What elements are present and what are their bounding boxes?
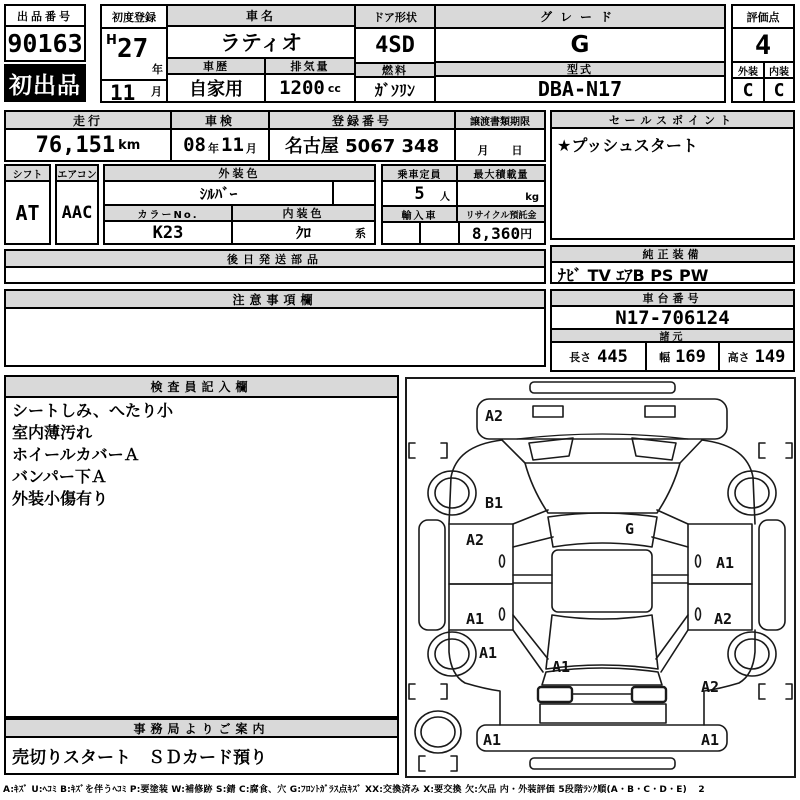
damage-label: A2	[714, 610, 733, 628]
windshield	[548, 513, 657, 547]
damage-label: A1	[483, 731, 502, 749]
exterior-color-label: 外装色	[105, 166, 374, 180]
displacement-unit: cc	[327, 81, 341, 95]
length-value: 445	[597, 346, 628, 367]
aircon: AAC	[57, 180, 97, 243]
door-handle	[696, 555, 701, 567]
page-number: 2	[698, 785, 705, 795]
grade: G	[436, 27, 724, 61]
inspection-label: 車検	[172, 112, 268, 128]
side-sill-right	[759, 520, 785, 630]
import-cell-left	[383, 223, 419, 243]
recycle-value: 8,360	[471, 223, 521, 243]
damage-label: A2	[485, 407, 504, 425]
fuel: ｶﾞｿﾘﾝ	[356, 76, 434, 101]
inspector-notes-text	[6, 396, 397, 716]
door-handle	[500, 555, 505, 567]
transfer-day-unit: 日	[511, 144, 523, 157]
dimensions-label: 諸元	[552, 328, 793, 341]
height-cell	[718, 343, 793, 370]
inspector-note-line: バンパー下Ａ	[12, 467, 107, 486]
taillight-right	[632, 687, 666, 702]
damage-label: A1	[716, 554, 735, 572]
first-registration-column	[102, 6, 166, 105]
history-label: 車歴	[168, 59, 264, 73]
legend-text: A:ｷｽﾞ U:ﾍｺﾐ B:ｷｽﾞを伴うﾍｺﾐ P:要塗装 W:補修跡 S:錆 C:腐食、穴 G:ﾌﾛﾝﾄｶﾞﾗｽ点ｷｽﾞ XX:交換済み X:要交換 欠:欠品 内・外装評価 5段階ﾗﾝｸ順(A・B・C・D・E)	[3, 785, 687, 795]
transfer-doc-label: 譲渡書類期限	[456, 112, 544, 128]
height-label: 高さ	[727, 350, 750, 364]
exterior-label: 外装	[733, 63, 763, 77]
length-cell	[552, 343, 645, 370]
office-notice-box	[4, 718, 399, 775]
sales-point-text: ★プッシュスタート	[552, 127, 793, 238]
first-listing-badge: 初出品	[4, 64, 86, 102]
lot-number: 90163	[7, 29, 83, 58]
first-registration-year	[102, 27, 166, 79]
inspector-note-line: ホイールカバーＡ	[12, 445, 140, 464]
caution-box	[4, 289, 546, 367]
later-parts-text	[6, 266, 544, 282]
model-code-label: 型式	[436, 61, 724, 75]
door-shape-label: ドア形状	[356, 6, 434, 27]
width-cell	[645, 343, 718, 370]
transfer-doc-date	[456, 128, 544, 160]
length-label: 長さ	[569, 350, 592, 364]
chassis-label: 車台番号	[552, 291, 793, 305]
door-shape: 4SD	[356, 27, 434, 62]
registration-table	[4, 110, 546, 162]
recycle-deposit	[458, 223, 544, 243]
interior-color-suffix: 系	[355, 227, 366, 240]
interior-label: 内装	[763, 63, 793, 77]
era-code: H	[106, 33, 117, 48]
rear-bumper	[477, 725, 727, 751]
capacity: 5	[414, 183, 425, 204]
fender-front-right	[702, 440, 755, 524]
side-sill-left	[419, 520, 445, 630]
trunk-lower-panel	[540, 704, 666, 723]
inspector-note-line: シートしみ、へたり小	[12, 401, 173, 420]
door-handle	[696, 608, 701, 620]
grade-column	[434, 6, 724, 101]
sales-point-label: セールスポイント	[552, 112, 793, 127]
rear-plate	[530, 758, 675, 769]
exterior-color: ｼﾙﾊﾞｰ	[199, 184, 238, 203]
max-load-label: 最大積載量	[456, 166, 544, 180]
door-handle	[500, 608, 505, 620]
damage-label: A2	[701, 678, 720, 696]
shift-box	[4, 164, 51, 245]
car-top-view	[405, 377, 796, 778]
lot-number-box	[4, 4, 86, 62]
lot-number-label: 出品番号	[6, 6, 84, 27]
front-plate	[530, 382, 675, 393]
first-registration-label: 初度登録	[102, 6, 166, 27]
score-box	[731, 4, 795, 103]
interior-color: ｸﾛ	[295, 224, 311, 242]
equipment-text: ﾅﾋﾞ TV ｴｱB PS PW	[552, 261, 793, 286]
color-no: K23	[152, 222, 184, 243]
roof	[552, 550, 652, 612]
aircon-box	[55, 164, 99, 245]
hood-vent-right	[632, 438, 676, 460]
later-parts-label: 後日発送部品	[6, 251, 544, 266]
width-value: 169	[675, 346, 706, 367]
sales-point-box	[550, 110, 795, 240]
inspection-month-unit: 月	[245, 142, 257, 155]
vehicle-header-table	[100, 4, 726, 103]
damage-label: A1	[701, 731, 720, 749]
inspection-date	[172, 128, 268, 160]
mileage-value: 76,151	[35, 132, 116, 158]
later-parts-box	[4, 249, 546, 284]
interior-color-label: 内装色	[231, 206, 374, 220]
width-label: 幅	[659, 350, 671, 364]
car-name-column	[166, 6, 354, 101]
color-no-label: カラーNo.	[105, 206, 231, 220]
max-load-unit: kg	[525, 192, 539, 203]
taillight-left	[538, 687, 572, 702]
capacity-load-box	[381, 164, 546, 245]
office-notice-label: 事務局よりご案内	[6, 720, 397, 736]
exterior-color-sub-cell	[332, 182, 374, 204]
shift: AT	[6, 180, 49, 243]
damage-label: B1	[485, 494, 504, 512]
fuel-label: 燃料	[356, 62, 434, 76]
car-name: ラティオ	[168, 25, 354, 57]
displacement-label: 排気量	[264, 59, 354, 73]
damage-label: A1	[479, 644, 498, 662]
model-code: DBA-N17	[436, 75, 724, 101]
recycle-label: リサイクル預託金	[456, 207, 544, 221]
equipment-box	[550, 245, 795, 284]
inspection-year: 08	[183, 134, 206, 156]
inspection-year-unit: 年	[208, 142, 219, 155]
damage-label: A1	[466, 610, 485, 628]
reg-month: 11	[110, 81, 136, 105]
car-name-label: 車名	[168, 6, 354, 25]
mileage-label: 走行	[6, 112, 170, 128]
import-label: 輸入車	[383, 207, 456, 221]
shift-label: シフト	[6, 166, 49, 180]
equipment-label: 純正装備	[552, 247, 793, 261]
height-value: 149	[754, 346, 786, 367]
headlight-right	[645, 406, 675, 417]
inspector-note-line: 外装小傷有り	[12, 489, 109, 508]
legend	[3, 782, 797, 795]
capacity-label: 乗車定員	[383, 166, 456, 180]
history: 自家用	[189, 79, 243, 100]
import-cell-right	[419, 223, 458, 243]
registration-number: 名古屋 5067 348	[270, 128, 454, 160]
caution-text	[6, 307, 544, 365]
office-notice-text: 売切りスタート ＳＤカード預り	[6, 736, 397, 773]
a-pillar-left	[513, 510, 548, 524]
chassis-number: N17-706124	[552, 305, 793, 328]
damage-label: A1	[552, 658, 571, 676]
mileage-unit: km	[118, 137, 141, 153]
capacity-unit: 人	[440, 192, 450, 203]
headlight-left	[533, 406, 563, 417]
hood	[525, 463, 680, 513]
year-unit: 年	[152, 63, 163, 76]
transfer-month-unit: 月	[477, 144, 489, 157]
inspector-notes-box	[4, 375, 399, 718]
hood-vent-left	[529, 438, 573, 460]
registration-number-label: 登録番号	[270, 112, 454, 128]
aircon-label: エアコン	[57, 166, 97, 180]
first-registration-month	[102, 79, 166, 105]
a-pillar-right	[657, 510, 688, 524]
door-column	[354, 6, 434, 101]
inspector-notes-label: 検査員記入欄	[6, 377, 397, 396]
reg-year: 27	[117, 34, 149, 64]
damage-label: G	[625, 520, 635, 538]
damage-diagram	[405, 377, 796, 778]
damage-labels	[466, 407, 734, 749]
inspection-month: 11	[221, 134, 244, 156]
interior-grade: C	[763, 79, 793, 101]
recycle-unit: 円	[520, 226, 533, 241]
displacement	[264, 75, 354, 101]
front-bumper	[477, 399, 727, 439]
score: 4	[733, 27, 793, 61]
mileage	[6, 128, 170, 160]
grade-label: グレード	[436, 6, 724, 27]
damage-label: A2	[466, 531, 485, 549]
chassis-box	[550, 289, 795, 372]
month-unit: 月	[151, 85, 162, 98]
caution-label: 注意事項欄	[6, 291, 544, 307]
exterior-grade: C	[742, 79, 754, 101]
inspector-note-line: 室内薄汚れ	[12, 423, 93, 442]
score-label: 評価点	[733, 6, 793, 27]
color-box	[103, 164, 376, 245]
displacement-value: 1200	[279, 77, 325, 99]
